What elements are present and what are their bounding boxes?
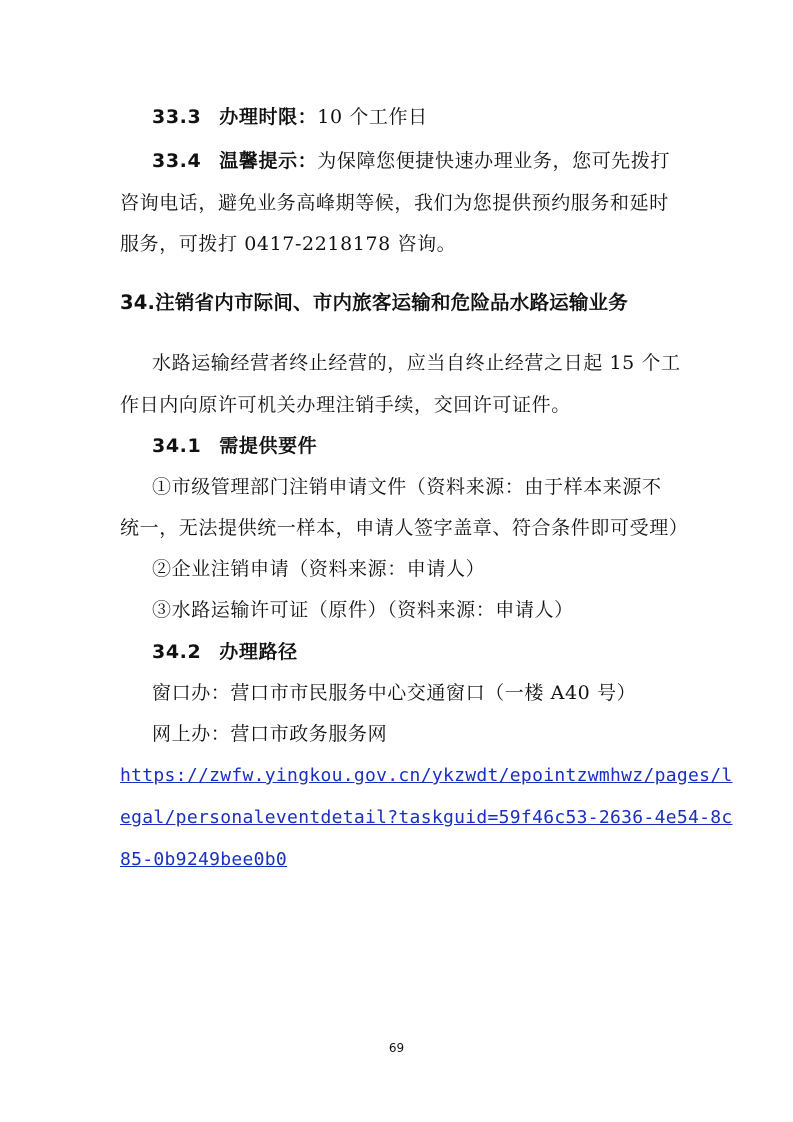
requirement-line: ③水路运输许可证（原件）（资料来源：申请人） [152, 599, 574, 621]
item-label: 需提供要件 [219, 435, 318, 457]
item-number: 33.3 [152, 106, 202, 128]
item-number: 34.2 [152, 641, 202, 663]
paragraph-line: 咨询电话，避免业务高峰期等候，我们为您提供预约服务和延时 [120, 192, 669, 214]
section-heading: 34.注销省内市际间、市内旅客运输和危险品水路运输业务 [120, 291, 628, 314]
item-text: 为保障您便捷快速办理业务，您可先拨打 [317, 150, 671, 172]
paragraph-line: 作日内向原许可机关办理注销手续，交回许可证件。 [120, 394, 571, 416]
requirement-line: ①市级管理部门注销申请文件（资料来源：由于样本来源不 [152, 476, 662, 498]
service-url-link[interactable]: egal/personaleventdetail?taskguid=59f46c53-2636-4e54-8c [120, 807, 733, 828]
item-text: 10 个工作日 [317, 106, 428, 128]
requirement-line: 统一，无法提供统一样本，申请人签字盖章、符合条件即可受理） [120, 517, 689, 539]
requirement-line: ②企业注销申请（资料来源：申请人） [152, 558, 486, 580]
service-url-link[interactable]: https://zwfw.yingkou.gov.cn/ykzwdt/epointzwmhwz/pages/l [120, 765, 733, 786]
paragraph-line: 水路运输经营者终止经营的，应当自终止经营之日起 15 个工 [152, 352, 681, 374]
item-33-3 [152, 105, 712, 129]
item-number: 34.1 [152, 435, 202, 457]
service-url-link[interactable]: 85-0b9249bee0b0 [120, 849, 288, 870]
online-service-line: 网上办：营口市政务服务网 [152, 723, 388, 745]
item-number: 33.4 [152, 150, 202, 172]
window-service-line: 窗口办：营口市市民服务中心交通窗口（一楼 A40 号） [152, 682, 637, 704]
item-34-2 [152, 640, 712, 664]
page-number: 69 [388, 1041, 405, 1055]
paragraph-line: 服务，可拨打 0417-2218178 咨询。 [120, 233, 457, 255]
item-label: 办理路径 [219, 641, 298, 663]
item-label: 办理时限： [219, 106, 318, 128]
item-34-1 [152, 434, 712, 458]
item-33-4 [152, 149, 712, 173]
item-label: 温馨提示： [219, 150, 318, 172]
